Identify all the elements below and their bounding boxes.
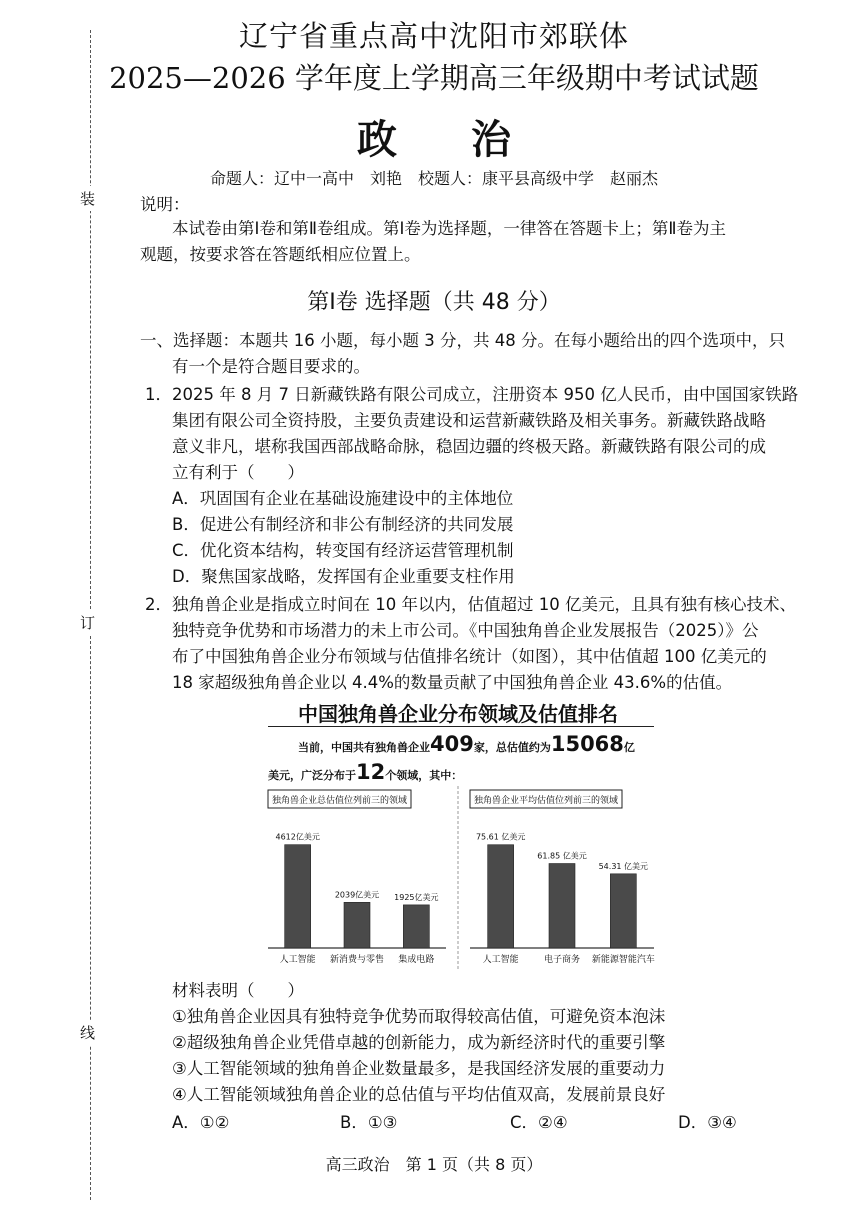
q2-statement-1: ①独角兽企业因具有独特竞争优势而取得较高估值，可避免资本泡沫 (172, 1007, 666, 1026)
q2-option-d: D．③④ (678, 1113, 737, 1132)
q1-line1: 1．2025 年 8 月 7 日新藏铁路有限公司成立，注册资本 950 亿人民币，由中国国家铁路 (145, 385, 799, 404)
summary-text-4: 美元，广泛分布于 (268, 769, 356, 782)
q1-line4: 立有利于（ ） (172, 463, 304, 482)
bar-total-0 (285, 845, 311, 948)
q1-option-d: D．聚焦国家战略，发挥国有企业重要支柱作用 (172, 567, 515, 586)
unicorn-chart (262, 698, 654, 970)
category-label-avg-2: 新能源智能汽车 (591, 955, 655, 965)
data-label-total-0: 4612亿美元 (275, 832, 320, 842)
q1-option-a: A．巩固国有企业在基础设施建设中的主体地位 (172, 489, 514, 508)
category-label-total-2: 集成电路 (398, 955, 435, 965)
page-footer: 高三政治 第 1 页（共 8 页） (325, 1155, 543, 1174)
instructions-line2: 观题，按要求答在答题纸相应位置上。 (140, 245, 421, 264)
q1-option-c: C．优化资本结构，转变国有经济运营管理机制 (172, 541, 514, 560)
q2-option-b: B．①③ (340, 1113, 398, 1132)
q2-line3: 布了中国独角兽企业分布领域与估值排名统计（如图），其中估值超 100 亿美元的 (172, 647, 767, 666)
panel-title-avg: 独角兽企业平均估值位列前三的领域 (474, 796, 619, 806)
summary-text-2: 家，总估值约为 (473, 741, 551, 754)
q2-statement-3: ③人工智能领域的独角兽企业数量最多，是我国经济发展的重要动力 (172, 1059, 666, 1078)
bar-total-1 (344, 902, 370, 948)
q2-option-c: C．②④ (510, 1113, 568, 1132)
data-label-total-1: 2039亿美元 (334, 890, 380, 900)
q2-line2: 独特竞争优势和市场潜力的未上市公司。《中国独角兽企业发展报告（2025）》公 (172, 621, 759, 640)
chart-title: 中国独角兽企业分布领域及估值排名 (298, 702, 618, 726)
q2-line1: 2．独角兽企业是指成立时间在 10 年以内，估值超过 10 亿美元，且具有独有核心技术、 (145, 595, 796, 614)
summary-text-3: 亿 (623, 741, 635, 754)
summary-text-5: 个领域，其中： (385, 769, 463, 782)
binding-mark-ding: 订 (80, 610, 95, 635)
instructions-label: 说明： (140, 195, 190, 214)
panel-title-total: 独角兽企业总估值位列前三的领域 (272, 796, 408, 806)
summary-total: 15068 (550, 732, 624, 756)
subject-title: 政 治 (357, 116, 541, 163)
part-intro-line1: 一、选择题：本题共 16 小题，每小题 3 分，共 48 分。在每小题给出的四个选项中，只 (140, 331, 785, 350)
category-label-total-1: 新消费与零售 (329, 955, 385, 965)
q2-line4: 18 家超级独角兽企业以 4.4%的数量贡献了中国独角兽企业 43.6%的估值。 (172, 673, 733, 692)
category-label-avg-1: 电子商务 (543, 955, 581, 965)
data-label-avg-1: 61.85 亿美元 (537, 851, 587, 861)
data-label-avg-0: 75.61 亿美元 (475, 832, 526, 842)
data-label-avg-2: 54.31 亿美元 (598, 861, 649, 871)
exam-title-line2: 2025—2026 学年度上学期高三年级期中考试试题 (109, 61, 759, 95)
q1-line3: 意义非凡，堪称我国西部战略命脉，稳固边疆的终极天路。新藏铁路有限公司的成 (172, 437, 766, 456)
binding-mark-zhuang: 装 (80, 186, 95, 211)
bar-avg-2 (610, 874, 636, 948)
section-title: 第Ⅰ卷 选择题（共 48 分） (307, 290, 561, 315)
summary-fields: 12 (356, 760, 386, 784)
q2-statement-4: ④人工智能领域独角兽企业的总估值与平均估值双高，发展前景良好 (172, 1085, 666, 1104)
q1-option-b: B．促进公有制经济和非公有制经济的共同发展 (172, 515, 514, 534)
summary-count: 409 (430, 732, 474, 756)
category-label-total-0: 人工智能 (279, 955, 316, 965)
q1-line2: 集团有限公司全资持股，主要负责建设和运营新藏铁路及相关事务。新藏铁路战略 (172, 411, 766, 430)
part-intro-line2: 有一个是符合题目要求的。 (172, 357, 370, 376)
bar-total-2 (403, 905, 429, 948)
exam-title-line1: 辽宁省重点高中沈阳市郊联体 (238, 19, 629, 53)
instructions-line1: 本试卷由第Ⅰ卷和第Ⅱ卷组成。第Ⅰ卷为选择题，一律答在答题卡上；第Ⅱ卷为主 (172, 219, 726, 238)
binding-mark-xian: 线 (80, 1020, 95, 1045)
q2-option-a: A．①② (172, 1113, 230, 1132)
chart-panels (262, 698, 654, 970)
category-label-avg-0: 人工智能 (482, 955, 519, 965)
bar-avg-1 (549, 864, 575, 948)
q2-material-prompt: 材料表明（ ） (172, 981, 304, 1000)
bar-avg-0 (488, 845, 514, 948)
summary-text-1: 当前，中国共有独角兽企业 (298, 741, 430, 754)
data-label-total-2: 1925亿美元 (394, 892, 439, 902)
q2-statement-2: ②超级独角兽企业凭借卓越的创新能力，成为新经济时代的重要引擎 (172, 1033, 666, 1052)
authors-line: 命题人：辽中一高中 刘艳 校题人：康平县高级中学 赵丽杰 (209, 169, 658, 188)
